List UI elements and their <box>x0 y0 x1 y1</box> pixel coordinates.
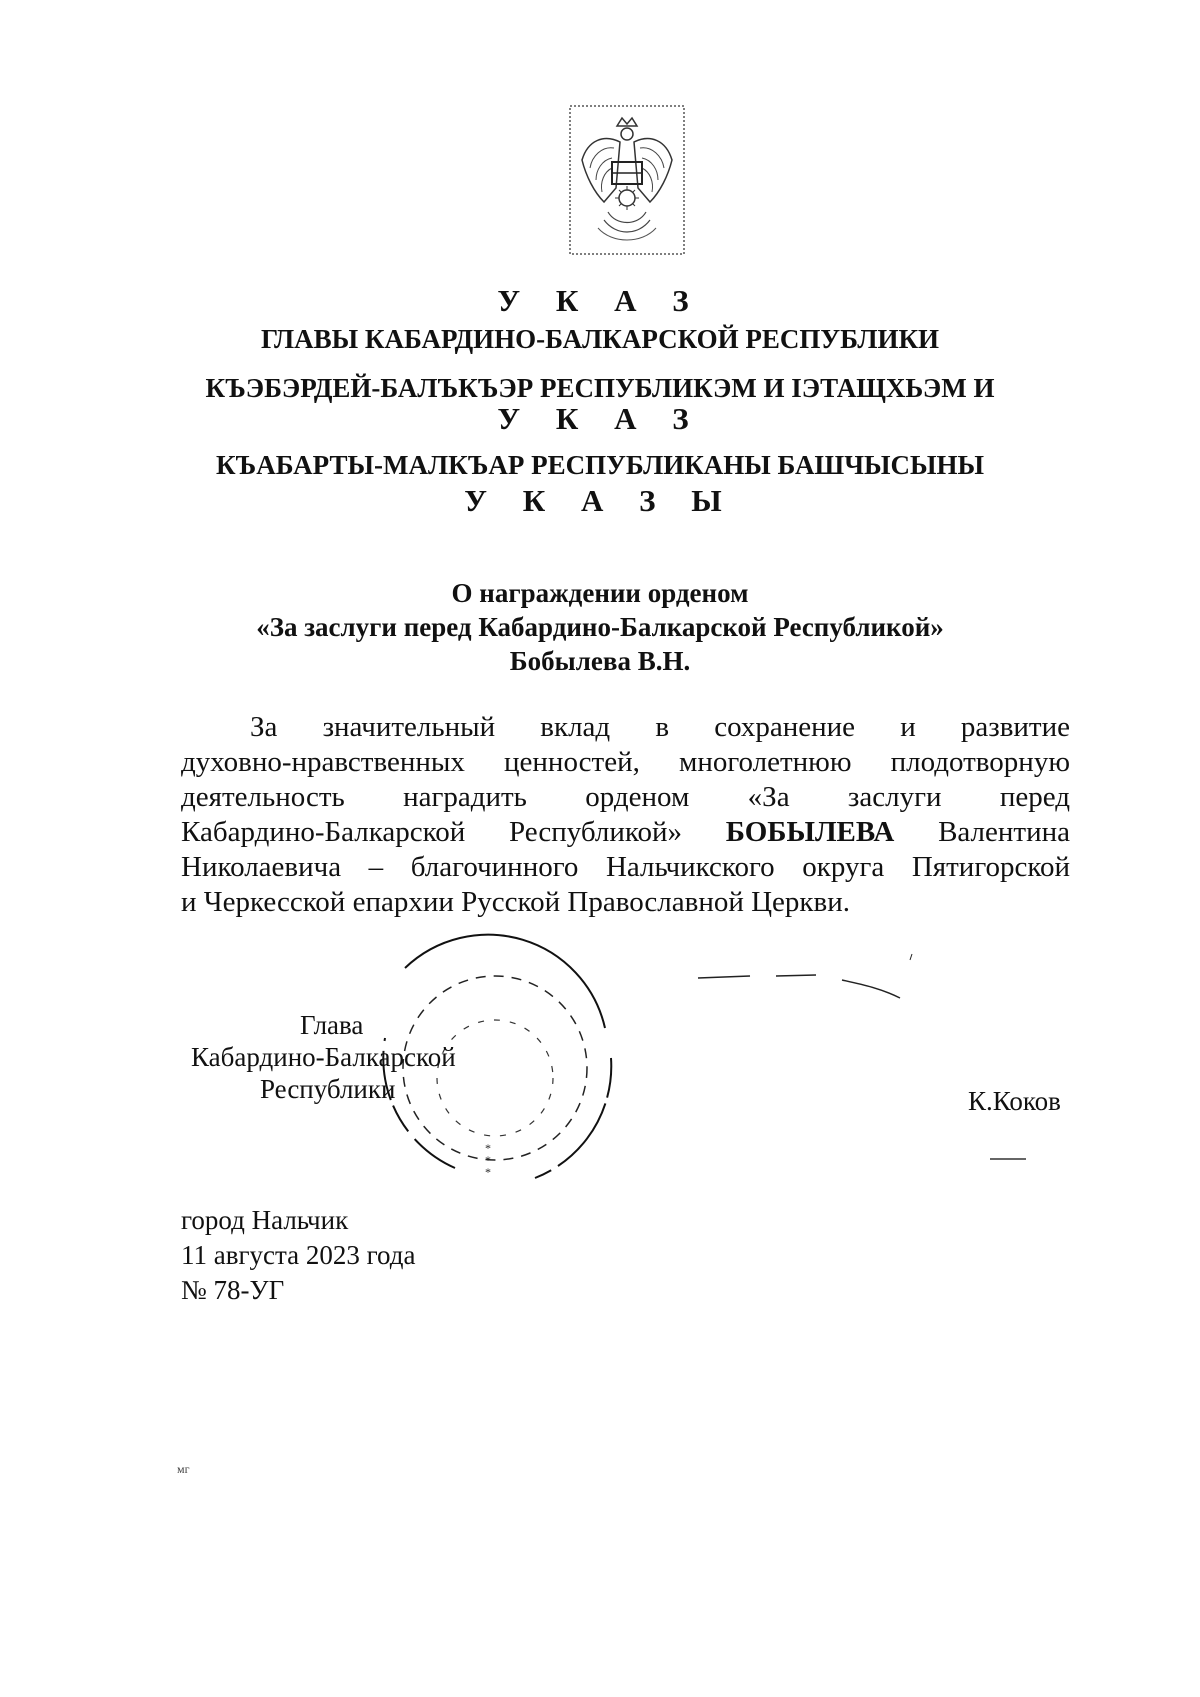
body-line-2: духовно-нравственных ценностей, многолетнюю плодотворную <box>181 746 1070 778</box>
body-line-4 <box>181 815 1070 849</box>
decree-date: 11 августа 2023 года <box>181 1240 416 1270</box>
awardee-surname: БОБЫЛЕВА <box>725 816 895 848</box>
signatory-name: К.Коков <box>968 1086 1061 1116</box>
decree-number: № 78-УГ <box>181 1275 285 1305</box>
body-line-4-end: Валентина <box>938 816 1070 848</box>
decree-heading-krc: У К А З Ы <box>464 483 736 518</box>
decree-issuer-ru: ГЛАВЫ КАБАРДИНО-БАЛКАРСКОЙ РЕСПУБЛИКИ <box>260 324 940 354</box>
signatory-position-line-3: Республики <box>260 1074 396 1104</box>
decree-heading-ru: У К А З <box>497 283 703 318</box>
svg-text:*: * <box>485 1153 491 1167</box>
body-line-5: Николаевича – благочинного Нальчикского округа Пятигорской <box>181 851 1070 883</box>
body-line-4-start: Кабардино-Балкарской Республикой» <box>181 816 683 848</box>
decree-heading-kbd: У К А З <box>497 401 703 436</box>
decree-city: город Нальчик <box>181 1205 349 1235</box>
decree-title-line-3: Бобылева В.Н. <box>509 646 691 676</box>
decree-issuer-kbd: КЪЭБЭРДЕЙ-БАЛЪКЪЭР РЕСПУБЛИКЭМ И ІЭТАЩХЬЭМ И <box>205 373 995 403</box>
svg-text:*: * <box>485 1165 491 1179</box>
margin-initials: мг <box>177 1462 190 1476</box>
signature-dash <box>990 1148 1030 1152</box>
signatory-position-line-1: Глава <box>300 1010 364 1040</box>
decree-title-line-2: «За заслуги перед Кабардино-Балкарской Республикой» <box>256 612 944 642</box>
decree-title-line-1: О награждении орденом <box>451 578 749 608</box>
body-line-6: и Черкесской епархии Русской Православной Церкви. <box>181 886 850 918</box>
coat-of-arms-emblem <box>568 104 686 256</box>
body-line-1: За значительный вклад в сохранение и развитие <box>250 711 1070 743</box>
decree-issuer-krc: КЪАБАРТЫ-МАЛКЪАР РЕСПУБЛИКАНЫ БАШЧЫСЫНЫ <box>215 450 985 480</box>
body-line-3: деятельность наградить орденом «За заслуги перед <box>181 781 1070 813</box>
svg-text:*: * <box>485 1141 491 1155</box>
handwritten-signature <box>690 950 930 1030</box>
signatory-position-line-2: Кабардино-Балкарской <box>191 1042 456 1072</box>
